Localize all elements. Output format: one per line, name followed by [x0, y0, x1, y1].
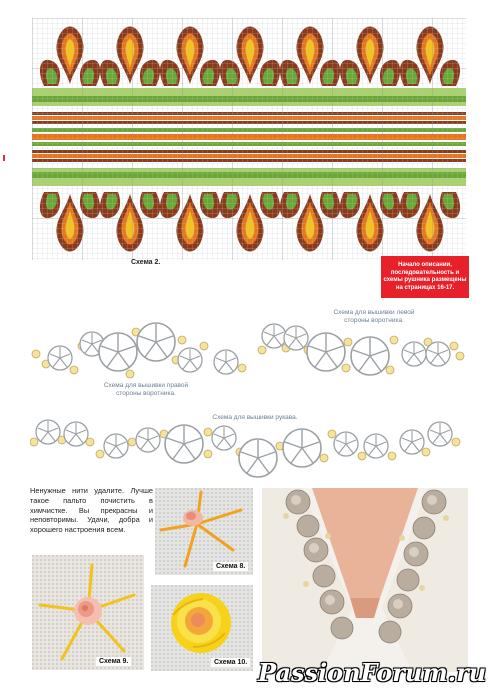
- photo-coat-collar: [262, 488, 468, 672]
- collar-right-label: Схема для вышивки правой стороны воротника.: [103, 382, 189, 398]
- scheme-10-caption: Схема 10.: [211, 658, 250, 667]
- scheme-8-caption: Схема 8.: [213, 562, 248, 571]
- sleeve-scheme-diagram: [30, 412, 470, 492]
- photo-scheme-8: [155, 488, 253, 575]
- scheme-9-caption: Схема 9.: [96, 657, 131, 666]
- page-edge-mark: [3, 155, 5, 161]
- embroidered-collar-image: [262, 488, 468, 672]
- instructions-text: Ненужные нити удалите. Лучше такое пальто почистить в химчистке. Вы прекрасны и неповторимы. Удачи, добра и хорошего настроения всем.: [30, 486, 153, 535]
- collar-left-label: Схема для вышивки левой стороны воротника.: [333, 309, 415, 325]
- sleeve-label: Схема для вышивки рукава.: [212, 414, 298, 421]
- scheme-2-caption: Схема 2.: [131, 259, 161, 266]
- embroidery-chart: [32, 18, 466, 260]
- photo-scheme-10: [151, 585, 253, 671]
- site-watermark: PassionForum.ru: [258, 658, 487, 687]
- page-reference-note: [381, 256, 469, 298]
- page-reference-text: Начало описании, последовательность и схемы рушника размещены на страницах 16-17.: [383, 262, 467, 291]
- ribbon-rose-start-image: [32, 555, 144, 670]
- photo-scheme-9: [32, 555, 144, 670]
